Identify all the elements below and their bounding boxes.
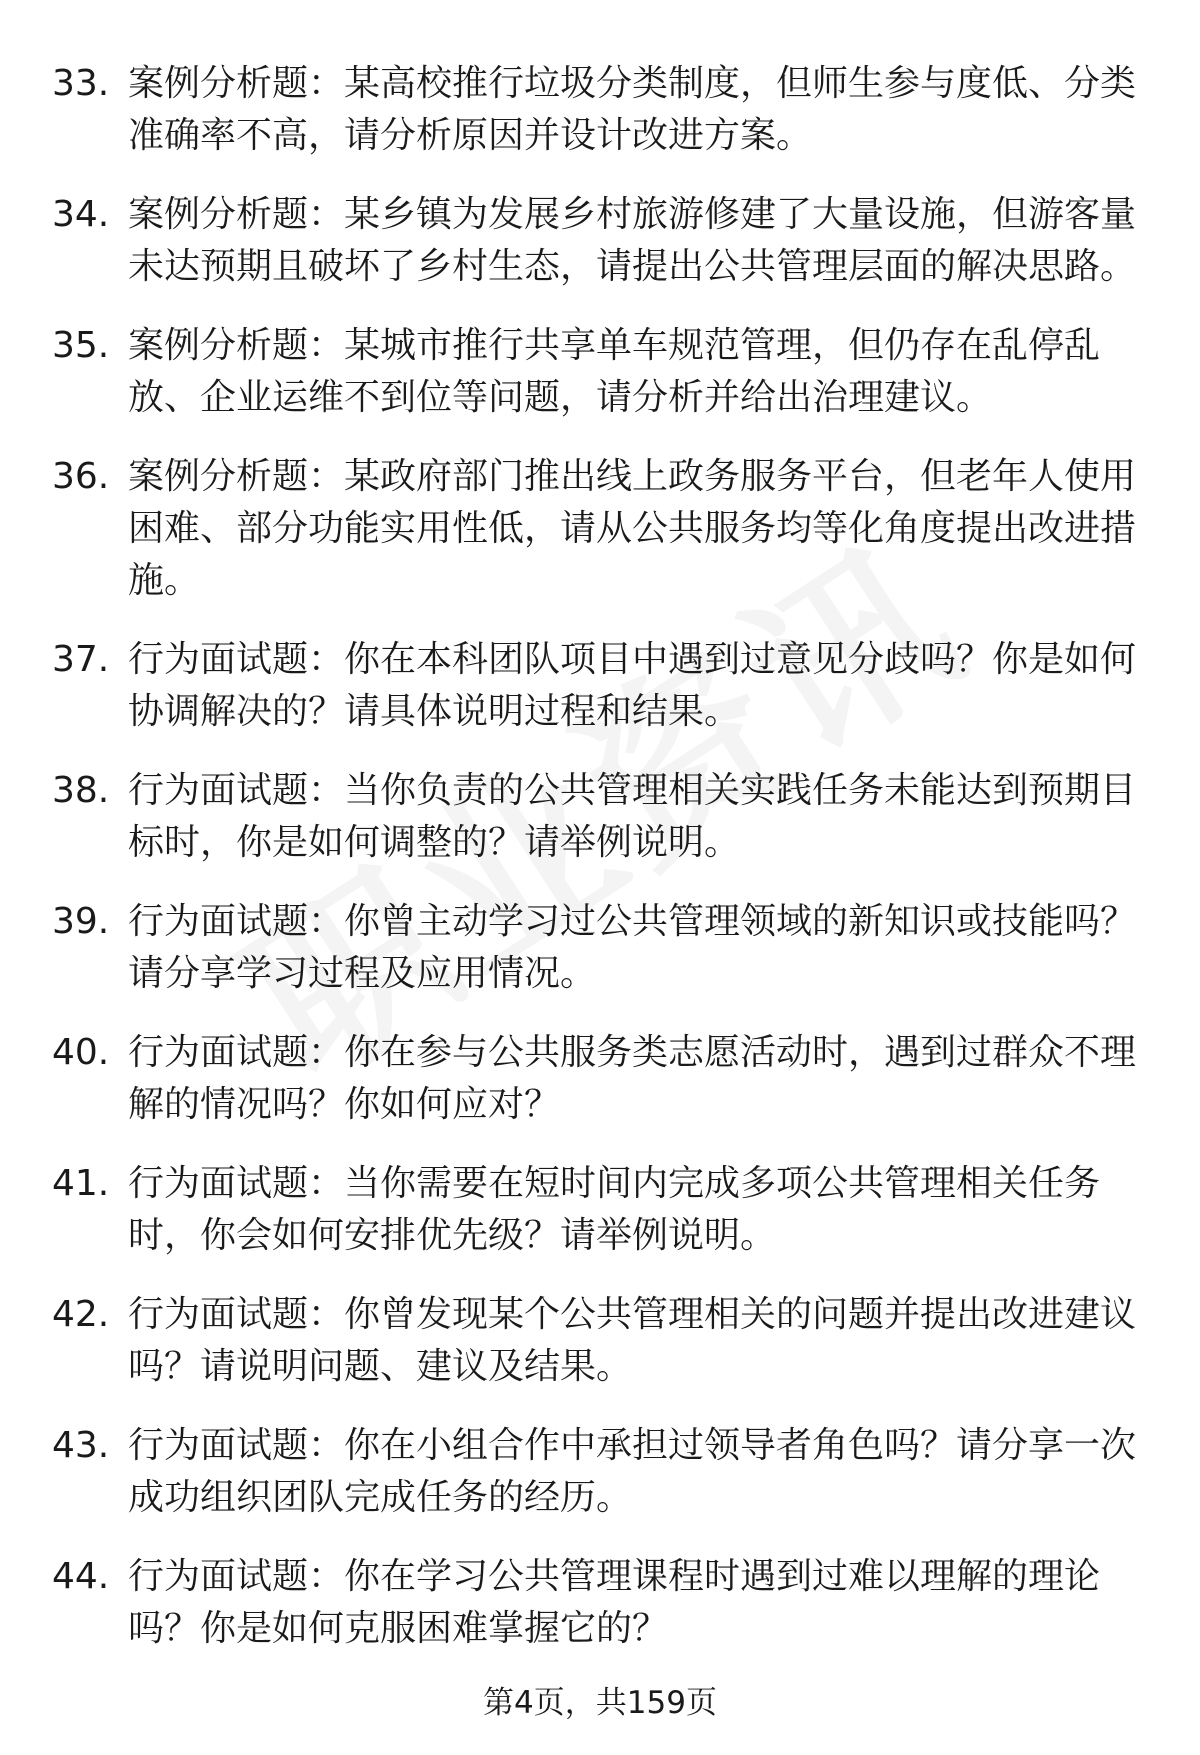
question-number: 39.: [52, 901, 110, 942]
question-item: [52, 58, 1152, 162]
question-item: [52, 1289, 1152, 1393]
question-text: 行为面试题：你在小组合作中承担过领导者角色吗？请分享一次成功组织团队完成任务的经历。: [128, 1425, 1137, 1518]
question-text: 案例分析题：某城市推行共享单车规范管理，但仍存在乱停乱放、企业运维不到位等问题，请分析并给出治理建议。: [128, 325, 1101, 418]
question-number: 40.: [52, 1032, 110, 1073]
question-text: 行为面试题：你曾主动学习过公共管理领域的新知识或技能吗？请分享学习过程及应用情况。: [128, 901, 1137, 994]
question-text: 行为面试题：你在参与公共服务类志愿活动时，遇到过群众不理解的情况吗？你如何应对？: [128, 1032, 1137, 1125]
question-number: 44.: [52, 1556, 110, 1597]
question-item: [52, 1027, 1152, 1131]
question-item: [52, 320, 1152, 424]
question-number: 43.: [52, 1425, 110, 1466]
question-number: 37.: [52, 639, 110, 680]
question-text: 行为面试题：你在本科团队项目中遇到过意见分歧吗？你是如何协调解决的？请具体说明过程和结果。: [128, 639, 1137, 732]
question-number: 42.: [52, 1294, 110, 1335]
question-item: [52, 189, 1152, 293]
question-list: [52, 58, 1152, 1682]
question-item: [52, 765, 1152, 869]
question-item: [52, 1158, 1152, 1262]
question-item: [52, 634, 1152, 738]
question-text: 行为面试题：你在学习公共管理课程时遇到过难以理解的理论吗？你是如何克服困难掌握它的？: [128, 1556, 1101, 1649]
page-footer: [0, 1683, 1200, 1723]
question-item: [52, 451, 1152, 607]
question-text: 案例分析题：某政府部门推出线上政务服务平台，但老年人使用困难、部分功能实用性低，请从公共服务均等化角度提出改进措施。: [128, 456, 1137, 601]
question-item: [52, 896, 1152, 1000]
question-number: 36.: [52, 456, 110, 497]
question-item: [52, 1551, 1152, 1655]
page-indicator: 第4页，共159页: [483, 1685, 717, 1721]
question-text: 行为面试题：你曾发现某个公共管理相关的问题并提出改进建议吗？请说明问题、建议及结果。: [128, 1294, 1137, 1387]
question-text: 行为面试题：当你需要在短时间内完成多项公共管理相关任务时，你会如何安排优先级？请举例说明。: [128, 1163, 1101, 1256]
question-number: 41.: [52, 1163, 110, 1204]
question-number: 33.: [52, 63, 110, 104]
question-text: 行为面试题：当你负责的公共管理相关实践任务未能达到预期目标时，你是如何调整的？请举例说明。: [128, 770, 1137, 863]
question-item: [52, 1420, 1152, 1524]
question-text: 案例分析题：某乡镇为发展乡村旅游修建了大量设施，但游客量未达预期且破坏了乡村生态，请提出公共管理层面的解决思路。: [128, 194, 1137, 287]
question-number: 35.: [52, 325, 110, 366]
question-text: 案例分析题：某高校推行垃圾分类制度，但师生参与度低、分类准确率不高，请分析原因并设计改进方案。: [128, 63, 1137, 156]
question-number: 34.: [52, 194, 110, 235]
question-number: 38.: [52, 770, 110, 811]
